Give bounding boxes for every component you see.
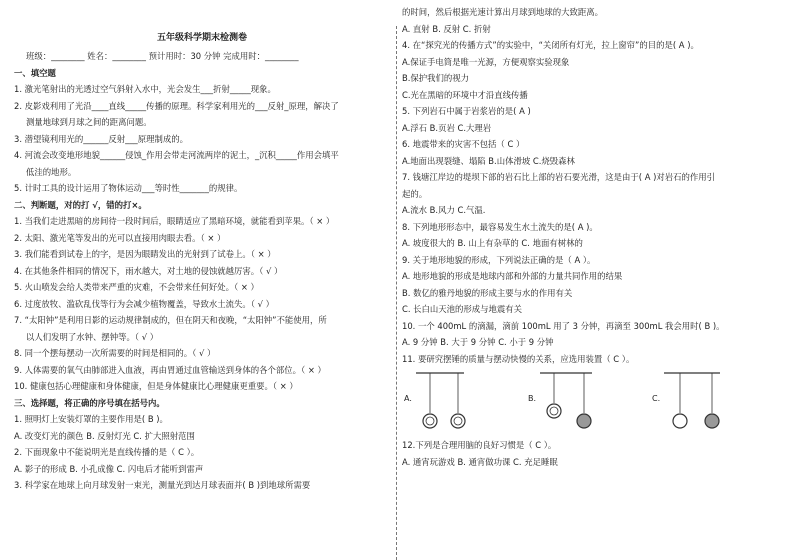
question-line: 6. 过度放牧、滥砍乱伐等行为会减少植物覆盖，导致水土流失。（ √ ） bbox=[14, 298, 274, 309]
question-line: 11. 要研究摆锤的质量与摆动快慢的关系，应选用装置（ C ）。 bbox=[402, 353, 635, 364]
option-line: A. 地形地貌的形成是地球内部和外部的力量共同作用的结果 bbox=[402, 271, 623, 281]
left-column bbox=[14, 0, 390, 494]
pendulum-set-a bbox=[402, 367, 502, 437]
question-line: 4. 河流会改变地形地貌______侵蚀_作用会带走河流两岸的泥土，_沉积_____作用会填平 bbox=[14, 150, 339, 160]
question-line: 3. 潜望镜利用光的______反射___原理制成的。 bbox=[14, 133, 188, 144]
question-line: 10. 一个 400mL 的滴漏，滴前 100mL 用了 3 分钟，再滴至 300mL 我会用时( B )。 bbox=[402, 320, 725, 331]
option-line: A. 直射 B. 反射 C. 折射 bbox=[402, 23, 491, 34]
option-line: A.保证手电筒是唯一光源，方便观察实验现象 bbox=[402, 56, 570, 67]
pendulum-label-a: A. bbox=[404, 394, 412, 403]
question-line: 4. 在“探究光的传播方式”的实验中，“关闭所有灯光，拉上窗帘”的目的是( A )。 bbox=[402, 40, 699, 50]
option-line: A.流水 B.风力 C.气温. bbox=[402, 205, 486, 215]
section-heading: 三、选择题，将正确的序号填在括号内。 bbox=[14, 397, 165, 408]
question-line: 12.下列是合理用脑的良好习惯是（ C ）。 bbox=[402, 440, 557, 450]
question-line: 10. 健康包括心理健康和身体健康，但是身体健康比心理健康更重要。（ × ） bbox=[14, 381, 298, 391]
pendulum-figures bbox=[402, 367, 782, 437]
header-line: 班级：________ 姓名：________ 预计用时：30 分钟 完成用时：________ bbox=[26, 51, 299, 61]
question-line: 8. 同一个摆每摆动一次所需要的时间是相同的。（ √ ） bbox=[14, 348, 216, 358]
option-line: A. 9 分钟 B. 大于 9 分钟 C. 小于 9 分钟 bbox=[402, 337, 554, 347]
option-line: A.浮石 B.页岩 C.大理岩 bbox=[402, 122, 492, 133]
pendulum-set-b bbox=[526, 367, 626, 437]
option-line: B. 数亿的雅丹地貌的形成主要与水的作用有关 bbox=[402, 287, 573, 298]
question-line: 9. 关于地形地貌的形成，下列说法正确的是（ A ）。 bbox=[402, 254, 596, 265]
pendulum-label-b: B. bbox=[528, 394, 537, 403]
question-line: 9. 人体需要的氧气由肺部进入血液，再由胃通过血管输送到身体的各个部位。（ × ） bbox=[14, 364, 326, 375]
question-line: 1. 当我们走进黑暗的房间待一段时间后，眼睛适应了黑暗环境，就能看到苹果。（ × ） bbox=[14, 216, 335, 226]
pendulum-drawing-b bbox=[526, 367, 626, 437]
option-line: C.光在黑暗的环境中才沿直线传播 bbox=[402, 89, 528, 100]
question-continuation: 的时间，然后根据光速计算出月球到地球的大致距离。 bbox=[402, 7, 603, 17]
pendulum-drawing-a bbox=[402, 367, 502, 437]
question-line: 1. 激光笔射出的光透过空气斜射入水中，光会发生___折射_____现象。 bbox=[14, 84, 276, 94]
question-line: 5. 计时工具的设计运用了物体运动___等时性_______的规律。 bbox=[14, 183, 243, 193]
question-line: 2. 太阳、激光笔等发出的光可以直接用肉眼去看。（ × ） bbox=[14, 232, 226, 243]
question-line: 3. 科学家在地球上向月球发射一束光，测量光到达月球表面并( B )到地球所需要 bbox=[14, 480, 311, 490]
page-title: 五年级科学期末检测卷 bbox=[156, 33, 247, 43]
column-divider bbox=[396, 26, 397, 560]
pendulum-set-c bbox=[650, 367, 750, 437]
section-heading: 一、填空题 bbox=[14, 67, 56, 78]
question-line: 3. 我们能看到试卷上的字，是因为眼睛发出的光射到了试卷上。（ × ） bbox=[14, 249, 276, 259]
section-heading: 二、判断题，对的打 √，错的打×。 bbox=[14, 199, 147, 210]
question-line: 7. 钱塘江岸边的堤坝下部的岩石比上部的岩石要光滑，这是由于( A )对岩石的作用引 bbox=[402, 172, 715, 182]
question-line: 5. 下列岩石中属于岩浆岩的是( A ) bbox=[402, 106, 531, 116]
option-line: A. 影子的形成 B. 小孔成像 C. 闪电后才能听到雷声 bbox=[14, 463, 204, 474]
option-line: A. 通宵玩游戏 B. 通宵做功课 C. 充足睡眠 bbox=[402, 456, 558, 467]
pendulum-drawing-c bbox=[650, 367, 750, 437]
option-line: C. 长白山天池的形成与地震有关 bbox=[402, 304, 523, 314]
question-line: 7. “太阳钟”是利用日影的运动规律制成的，但在阴天和夜晚，“太阳钟”不能使用，所 bbox=[14, 315, 327, 325]
question-line: 8. 下列地形形态中，最容易发生水土流失的是( A )。 bbox=[402, 221, 598, 232]
question-line: 5. 火山喷发会给人类带来严重的灾难，不会带来任何好处。（ × ） bbox=[14, 282, 259, 292]
right-column bbox=[402, 0, 782, 470]
option-line: A. 坡度很大的 B. 山上有杂草的 C. 地面有树林的 bbox=[402, 238, 583, 248]
question-line: 2. 下面现象中不能说明光是直线传播的是（ C ）。 bbox=[14, 447, 200, 457]
question-continuation: 起的。 bbox=[402, 188, 428, 199]
question-line: 1. 照明灯上安装灯罩的主要作用是( B )。 bbox=[14, 414, 168, 424]
option-line: B.保护我们的视力 bbox=[402, 73, 470, 83]
question-continuation: 以人们发明了水钟、摆钟等。（ √ ） bbox=[26, 331, 159, 342]
question-continuation: 测量地球到月球之间的距离问题。 bbox=[26, 117, 152, 127]
question-line: 2. 皮影戏利用了光沿____直线_____传播的原理。科学家利用光的___反射_原理，解决了 bbox=[14, 100, 339, 111]
pendulum-label-c: C. bbox=[652, 394, 661, 403]
option-line: A. 改变灯光的颜色 B. 反射灯光 C. 扩大照射范围 bbox=[14, 430, 195, 441]
question-line: 4. 在其他条件相同的情况下，雨水越大，对土地的侵蚀就越厉害。（ √ ） bbox=[14, 265, 283, 276]
question-continuation: 低洼的地形。 bbox=[26, 166, 77, 177]
option-line: A.地面出现裂缝、塌陷 B.山体滑坡 C.烧毁森林 bbox=[402, 155, 575, 166]
question-line: 6. 地震带来的灾害不包括（ C ） bbox=[402, 139, 525, 149]
